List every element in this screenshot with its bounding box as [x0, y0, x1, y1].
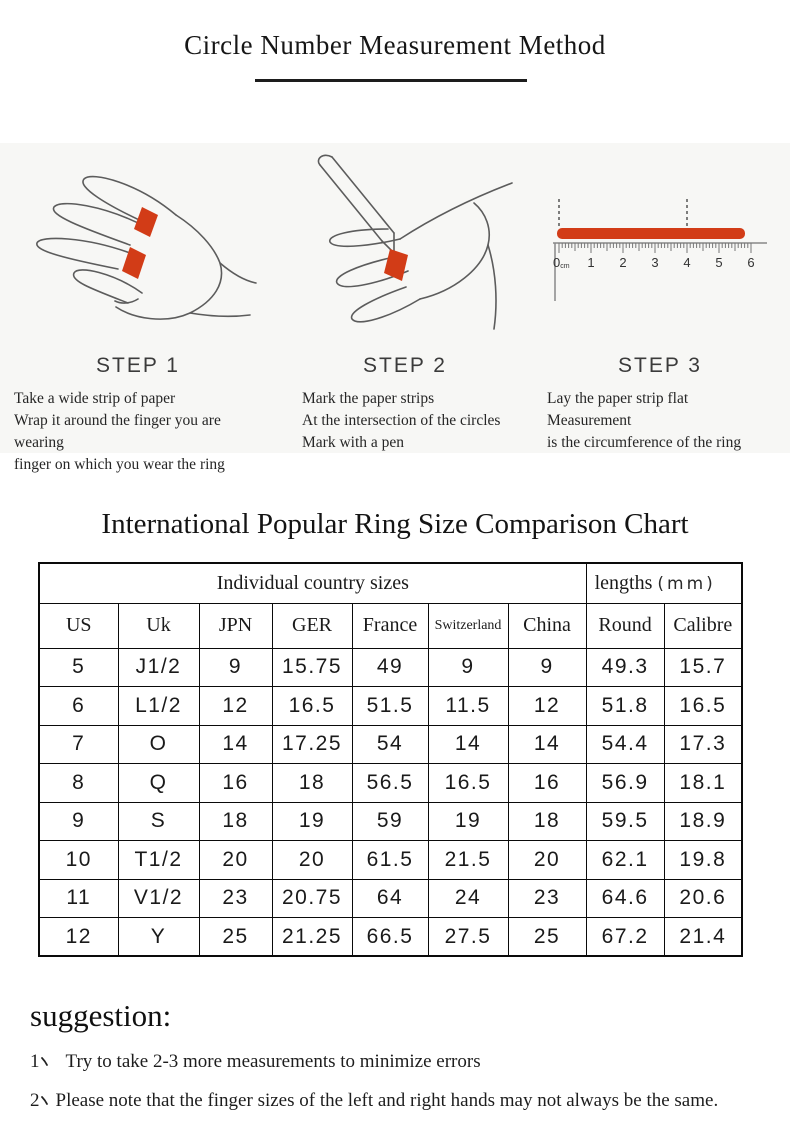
svg-text:0cm: 0cm [553, 254, 570, 270]
column-header: Calibre [664, 603, 742, 648]
table-cell: 12 [199, 687, 272, 726]
table-cell: 49.3 [586, 648, 664, 687]
table-cell: L1/2 [118, 687, 199, 726]
item-number: 2 [30, 1090, 40, 1111]
step-3-line-1: Lay the paper strip flat [547, 390, 689, 407]
item-number: 1 [30, 1051, 40, 1072]
table-cell: V1/2 [118, 879, 199, 918]
table-cell: 66.5 [352, 918, 428, 957]
step-1-line-1: Take a wide strip of paper [14, 390, 176, 407]
table-cell: 54.4 [586, 725, 664, 764]
table-cell: 7 [39, 725, 118, 764]
step-3-line-2: Measurement [547, 412, 632, 429]
table-cell: 18 [199, 802, 272, 841]
table-cell: 18.9 [664, 802, 742, 841]
table-cell: 54 [352, 725, 428, 764]
table-cell: 5 [39, 648, 118, 687]
table-cell: 56.9 [586, 764, 664, 803]
item-text: Please note that the finger sizes of the left and right hands may not always be the same. [55, 1090, 719, 1111]
table-cell: 14 [428, 725, 508, 764]
table-cell: 20 [508, 841, 586, 880]
column-header-row [39, 603, 742, 648]
table-cell: 10 [39, 841, 118, 880]
step-3-heading: STEP 3 [618, 354, 702, 377]
table-cell: O [118, 725, 199, 764]
svg-text:1: 1 [587, 254, 595, 270]
table-cell: 19.8 [664, 841, 742, 880]
hand-with-paper-strip-illustration [8, 143, 268, 348]
table-cell: Q [118, 764, 199, 803]
table-cell: 11 [39, 879, 118, 918]
svg-text:2: 2 [619, 254, 627, 270]
table-cell: 56.5 [352, 764, 428, 803]
step-1-text [8, 388, 268, 476]
table-cell: 15.75 [272, 648, 352, 687]
ideographic-comma-icon [40, 1090, 50, 1112]
table-cell: 9 [39, 802, 118, 841]
table-cell: 14 [199, 725, 272, 764]
table-cell: 20.75 [272, 879, 352, 918]
page-title: Circle Number Measurement Method [184, 30, 606, 60]
hand-with-pen-illustration [282, 143, 528, 348]
group-header-row [39, 563, 742, 603]
table-cell: 19 [428, 802, 508, 841]
table-cell: 24 [428, 879, 508, 918]
step-3-column [534, 143, 786, 453]
table-cell: Y [118, 918, 199, 957]
table-cell: 16 [199, 764, 272, 803]
table-cell: 11.5 [428, 687, 508, 726]
column-header: France [352, 603, 428, 648]
table-cell: 18 [272, 764, 352, 803]
column-header: GER [272, 603, 352, 648]
suggestion-item-1 [30, 1051, 782, 1073]
table-row [39, 918, 742, 957]
table-cell: 16 [508, 764, 586, 803]
table-cell: 51.8 [586, 687, 664, 726]
table-cell: 18.1 [664, 764, 742, 803]
step-2-line-2: At the intersection of the circles [302, 412, 501, 429]
title-underline [255, 79, 527, 82]
measurement-steps-section [0, 143, 790, 473]
table-cell: 64 [352, 879, 428, 918]
table-cell: 67.2 [586, 918, 664, 957]
table-cell: 21.25 [272, 918, 352, 957]
column-header: Uk [118, 603, 199, 648]
table-cell: 59.5 [586, 802, 664, 841]
table-cell: 25 [199, 918, 272, 957]
chart-title: International Popular Ring Size Comparison Chart [101, 508, 689, 540]
ruler-ticks [559, 243, 751, 253]
step-3-text [534, 388, 786, 454]
table-cell: 19 [272, 802, 352, 841]
svg-text:5: 5 [715, 254, 723, 270]
svg-text:3: 3 [651, 254, 659, 270]
table-cell: 20 [272, 841, 352, 880]
table-cell: 16.5 [664, 687, 742, 726]
step-1-column [8, 143, 268, 473]
table-cell: 12 [39, 918, 118, 957]
table-cell: 59 [352, 802, 428, 841]
table-row [39, 879, 742, 918]
table-row [39, 725, 742, 764]
step-1-heading: STEP 1 [96, 354, 180, 377]
step-2-line-1: Mark the paper strips [302, 390, 435, 407]
table-cell: T1/2 [118, 841, 199, 880]
table-cell: 23 [508, 879, 586, 918]
ruler-labels [553, 255, 755, 270]
table-cell: 62.1 [586, 841, 664, 880]
ruler-illustration [534, 143, 786, 348]
suggestion-item-2 [30, 1090, 782, 1112]
ideographic-comma-icon [40, 1051, 50, 1073]
column-header: US [39, 603, 118, 648]
table-body [39, 648, 742, 956]
svg-text:6: 6 [747, 254, 755, 270]
table-cell: 61.5 [352, 841, 428, 880]
step-2-heading: STEP 2 [363, 354, 447, 377]
table-cell: 14 [508, 725, 586, 764]
table-cell: 21.5 [428, 841, 508, 880]
table-cell: 23 [199, 879, 272, 918]
table-cell: 21.4 [664, 918, 742, 957]
step-1-line-3: finger on which you wear the ring [14, 456, 225, 473]
table-cell: 9 [199, 648, 272, 687]
table-cell: 20 [199, 841, 272, 880]
step-2-text [282, 388, 528, 454]
table-cell: S [118, 802, 199, 841]
step-2-line-3: Mark with a pen [302, 434, 405, 451]
table-row [39, 687, 742, 726]
table-cell: 25 [508, 918, 586, 957]
table-cell: 16.5 [272, 687, 352, 726]
table-cell: 49 [352, 648, 428, 687]
table-cell: 9 [508, 648, 586, 687]
mm-unit-label: (mm) [657, 573, 716, 594]
table-row [39, 841, 742, 880]
table-cell: J1/2 [118, 648, 199, 687]
lengths-header: lengths (mm) [586, 563, 742, 603]
table-cell: 16.5 [428, 764, 508, 803]
item-text: Try to take 2-3 more measurements to minimize errors [65, 1051, 481, 1072]
table-cell: 27.5 [428, 918, 508, 957]
suggestion-section [30, 998, 782, 1112]
table-cell: 18 [508, 802, 586, 841]
step-2-column [282, 143, 528, 453]
column-header: JPN [199, 603, 272, 648]
table-cell: 12 [508, 687, 586, 726]
table-cell: 9 [428, 648, 508, 687]
table-row [39, 764, 742, 803]
country-sizes-header: Individual country sizes [39, 563, 586, 603]
table-cell: 64.6 [586, 879, 664, 918]
table-cell: 15.7 [664, 648, 742, 687]
svg-text:4: 4 [683, 254, 691, 270]
table-cell: 6 [39, 687, 118, 726]
table-cell: 20.6 [664, 879, 742, 918]
table-cell: 17.3 [664, 725, 742, 764]
suggestion-heading: suggestion: [30, 998, 172, 1033]
column-header: China [508, 603, 586, 648]
column-header: Switzerland [428, 603, 508, 648]
table-cell: 51.5 [352, 687, 428, 726]
step-1-line-2: Wrap it around the finger you are wearing [14, 412, 221, 451]
table-cell: 8 [39, 764, 118, 803]
table-row [39, 648, 742, 687]
column-header: Round [586, 603, 664, 648]
table-row [39, 802, 742, 841]
step-3-line-3: is the circumference of the ring [547, 434, 742, 451]
table-cell: 17.25 [272, 725, 352, 764]
ring-size-table [38, 562, 743, 957]
